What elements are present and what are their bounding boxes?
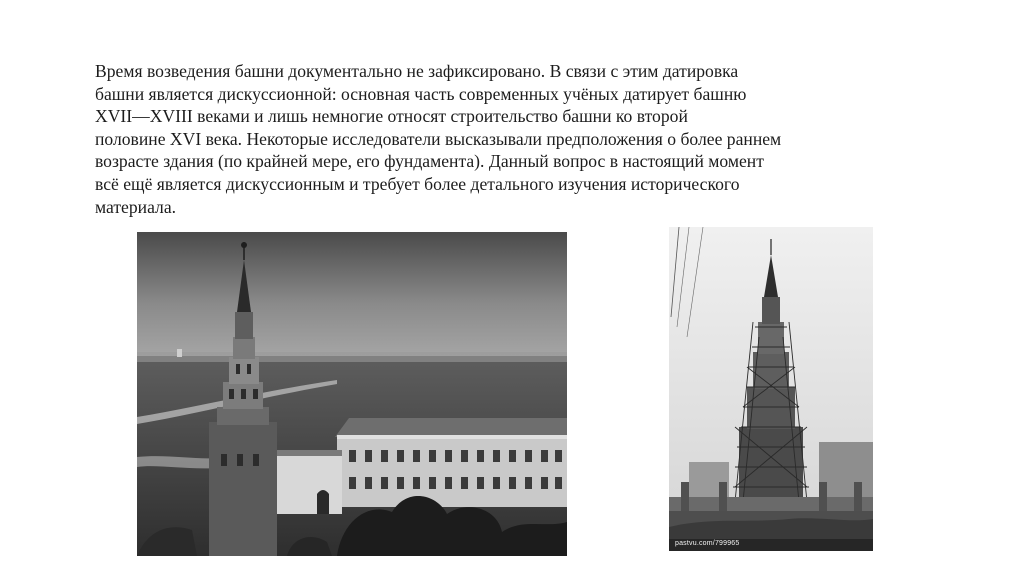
paragraph-line: Время возведения башни документально не зафиксировано. В связи с этим датировка [95, 61, 739, 81]
tower-scaffolding-photo [669, 227, 873, 551]
paragraph-line: половине XVI века. Некоторые исследователи высказывали предположения о более раннем [95, 128, 782, 149]
tower-panorama-photo [137, 232, 567, 556]
tower-scaffolding-image [669, 227, 873, 551]
body-paragraph [95, 60, 940, 218]
paragraph-line: башни является дискуссионной: основная часть современных учёных датирует башню [95, 83, 747, 104]
paragraph-line: всё ещё является дискуссионным и требует более детального изучения исторического [95, 173, 740, 194]
tower-panorama-image [137, 232, 567, 556]
photo-credit: pastvu.com/799965 [675, 540, 740, 547]
paragraph-line: материала. [95, 196, 177, 217]
paragraph-line: XVII—XVIII веками и лишь немногие относят строительство башни ко второй [95, 106, 688, 127]
paragraph-line: возрасте здания (по крайней мере, его фундамента). Данный вопрос в настоящий момент [95, 151, 764, 172]
